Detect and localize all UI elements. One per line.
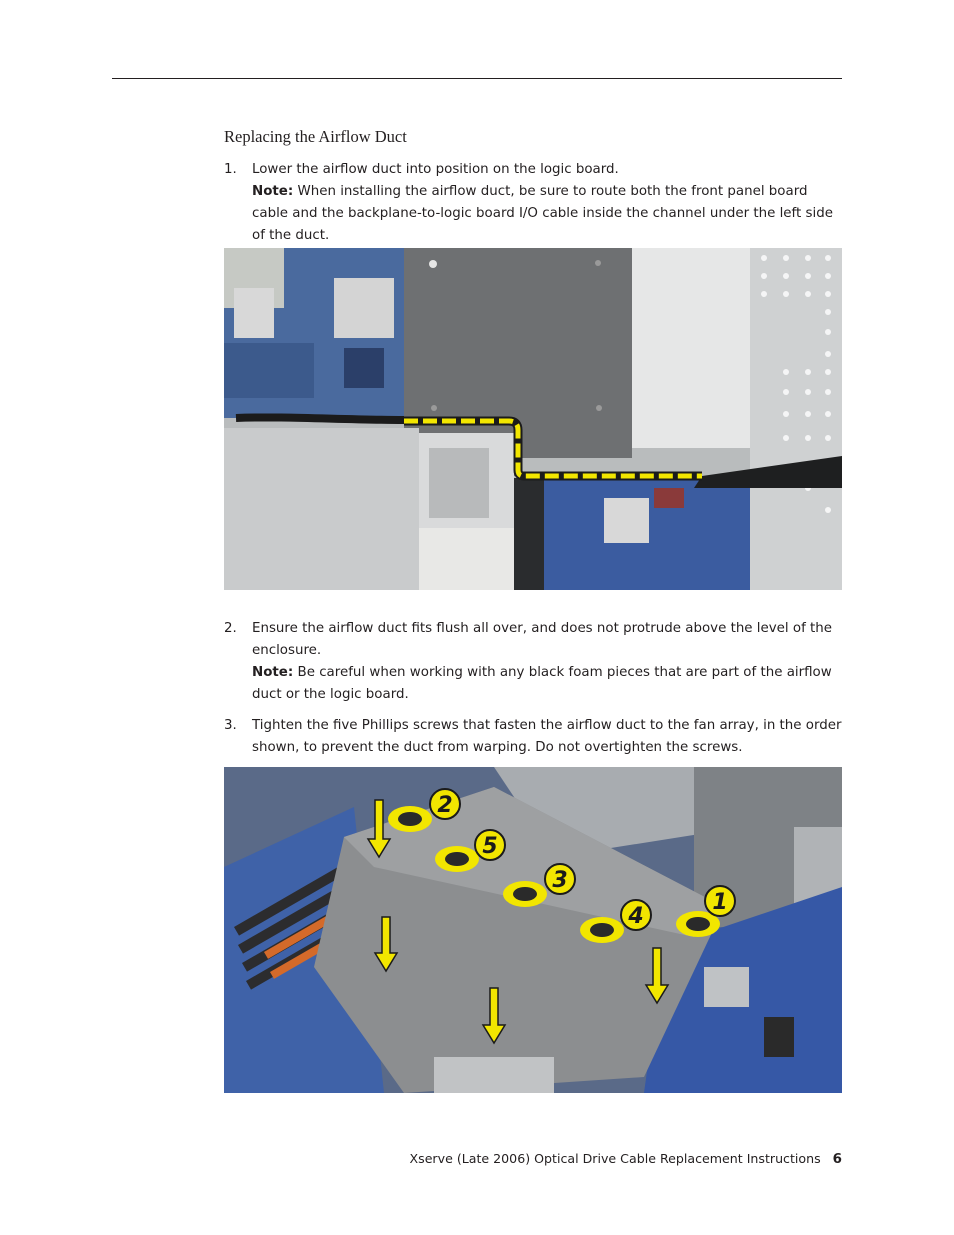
section-title: Replacing the Airflow Duct xyxy=(224,127,407,146)
page-number: 6 xyxy=(832,1152,842,1167)
step-number: 3. xyxy=(224,718,237,733)
airflow-duct-photo xyxy=(224,248,842,590)
step-1 xyxy=(224,159,844,247)
page-footer xyxy=(410,1151,843,1167)
screw-label-1: 1 xyxy=(712,890,728,915)
note-label: Note: xyxy=(252,184,294,199)
step-text: Lower the airflow duct into position on the logic board. xyxy=(252,162,619,177)
screw-label-2: 2 xyxy=(437,793,453,818)
screw-label-3: 3 xyxy=(552,868,568,893)
footer-title: Xserve (Late 2006) Optical Drive Cable Replacement Instructions xyxy=(409,1151,821,1166)
step-2 xyxy=(224,618,844,706)
screw-label-4: 4 xyxy=(628,904,644,929)
step-text: Ensure the airflow duct fits flush all over, and does not protrude above the level of the enclosure. xyxy=(252,621,833,658)
note-text: When installing the airflow duct, be sure to route both the front panel board cable and the backplane-to-logic board I/O cable inside the channel under the left side of the duct. xyxy=(252,184,833,243)
step-note xyxy=(252,662,844,706)
step-3 xyxy=(224,715,844,759)
screw-label-5: 5 xyxy=(482,834,498,859)
step-text: Tighten the five Phillips screws that fasten the airflow duct to the fan array, in the order shown, to prevent the duct from warping. Do not overtighten the screws. xyxy=(252,718,842,755)
note-text: Be careful when working with any black foam pieces that are part of the airflow duct or the logic board. xyxy=(252,665,832,702)
header-rule xyxy=(112,78,842,79)
step-number: 1. xyxy=(224,162,237,177)
step-number: 2. xyxy=(224,621,237,636)
step-note xyxy=(252,181,844,247)
screw-order-photo xyxy=(224,767,842,1093)
note-label: Note: xyxy=(252,665,294,680)
